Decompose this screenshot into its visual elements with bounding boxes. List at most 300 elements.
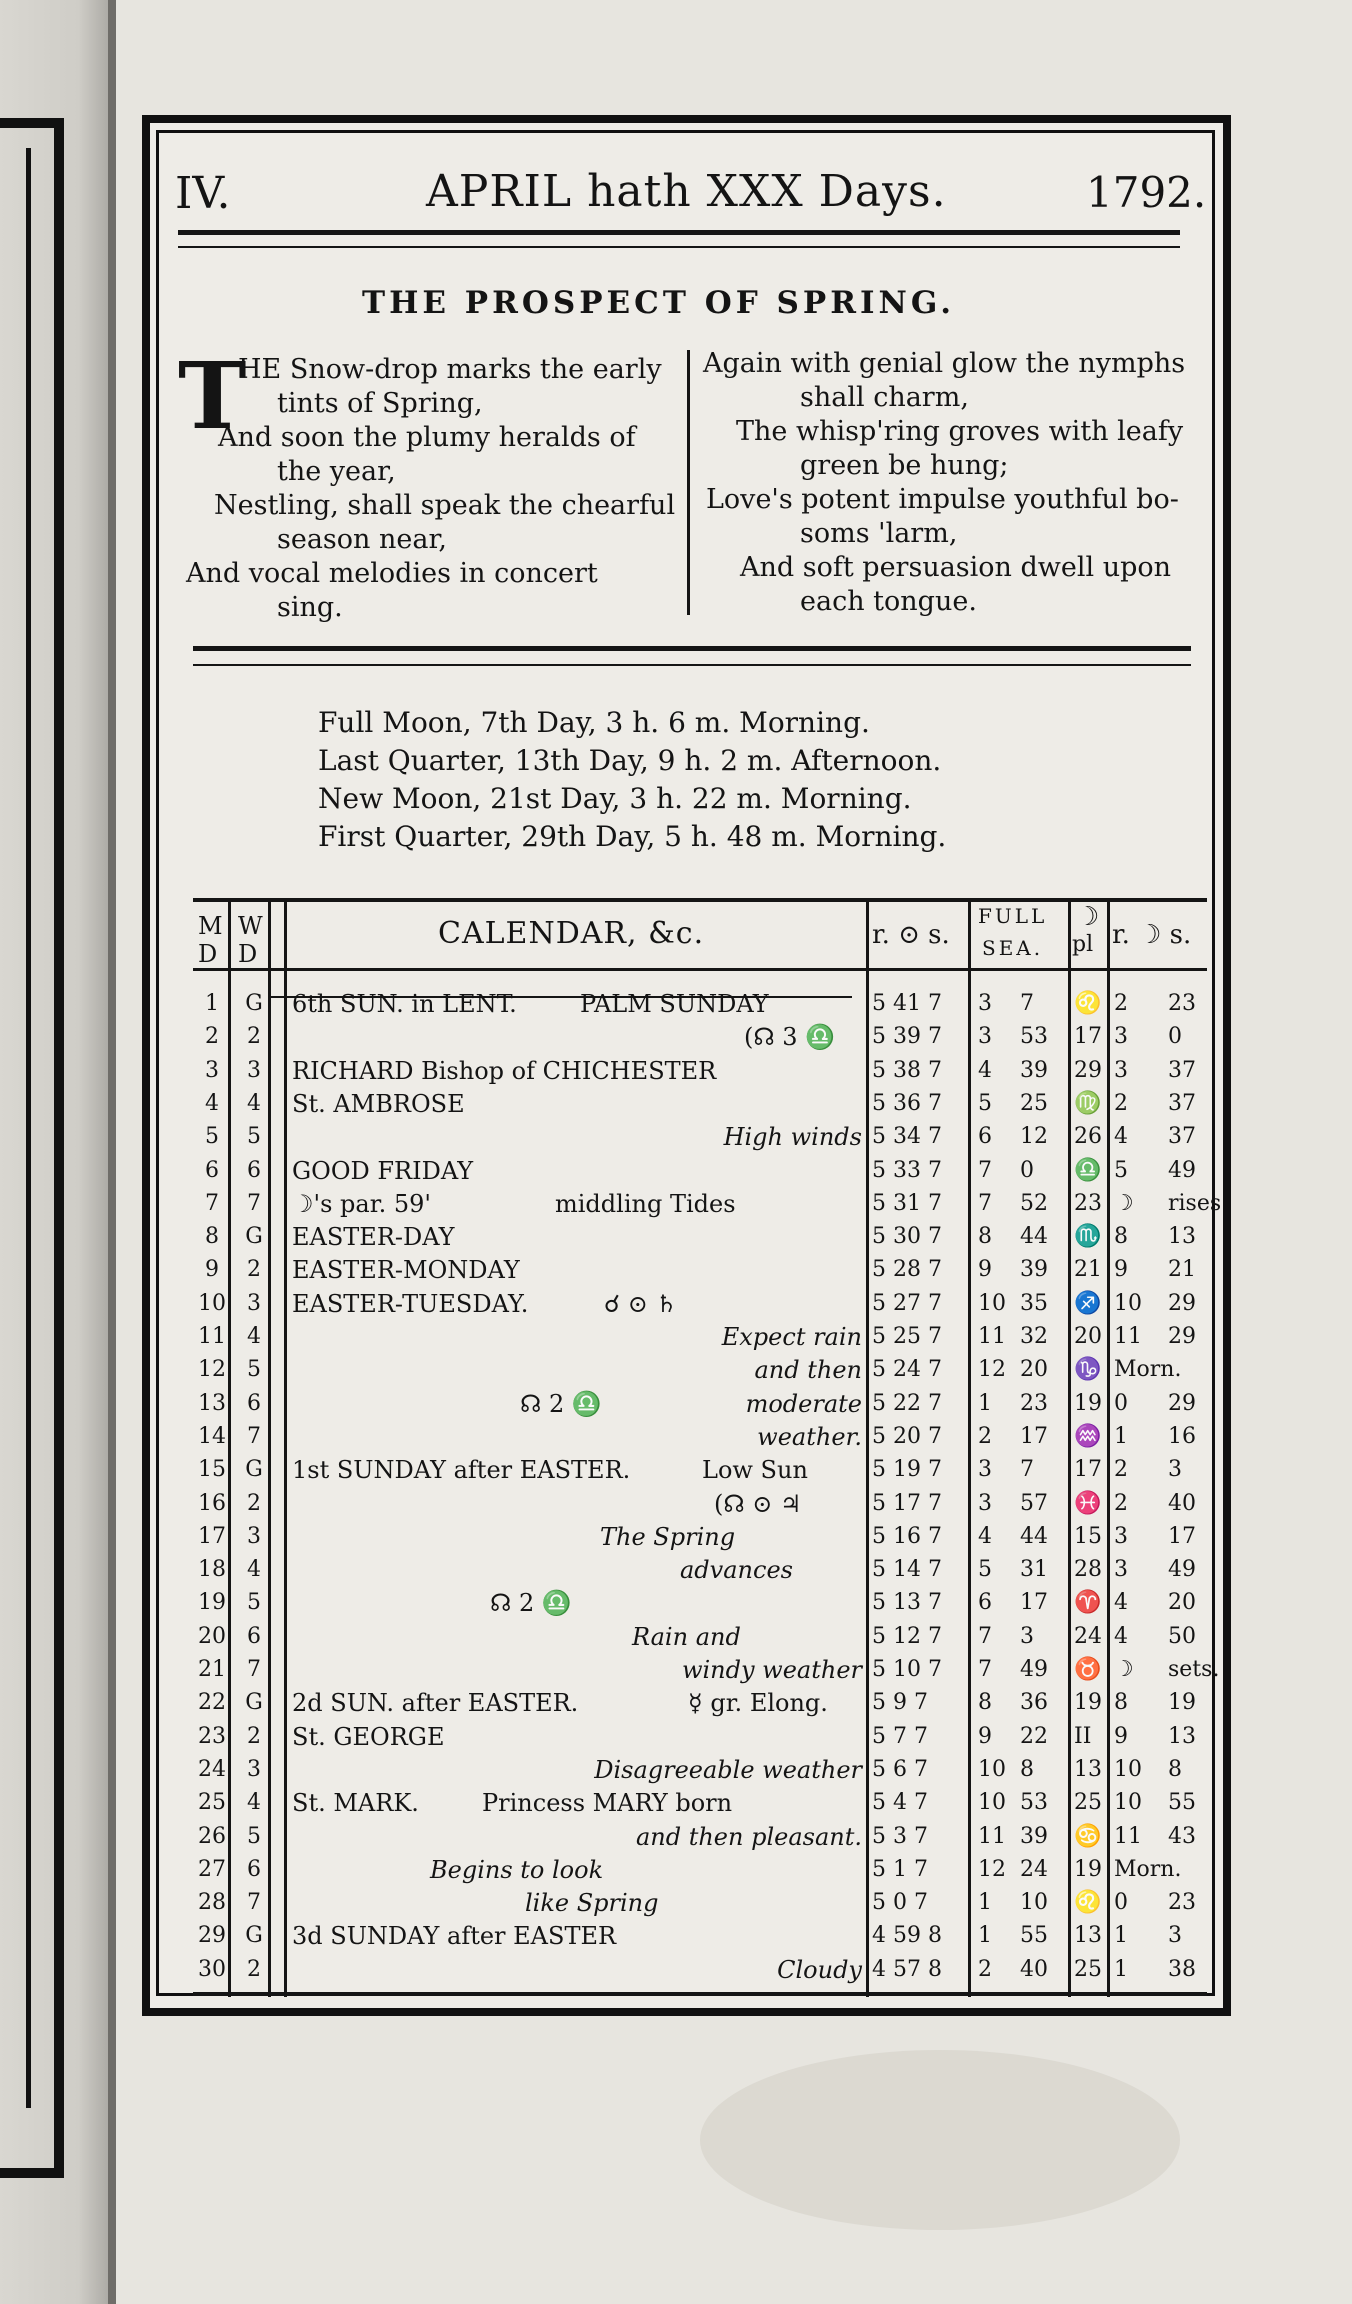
row-full-sea-minute: 53	[1020, 1790, 1048, 1816]
poem-left-line: sing.	[277, 592, 343, 623]
row-moon-rise-set-minute: 29	[1168, 1324, 1196, 1349]
row-moon-place: 28	[1074, 1557, 1102, 1583]
row-moon-rise-set: 2	[1114, 1457, 1128, 1483]
calendar-event: Low Sun	[702, 1456, 808, 1485]
poem-left-line: the year,	[277, 456, 396, 487]
row-full-sea-hour: 3	[978, 991, 992, 1016]
row-month-day: 29	[198, 1923, 226, 1949]
row-full-sea-hour: 6	[978, 1590, 992, 1616]
row-moon-rise-set: 3	[1114, 1557, 1128, 1583]
row-moon-rise-set-minute: 8	[1168, 1756, 1182, 1782]
row-week-day: 7	[247, 1190, 261, 1216]
row-moon-rise-set: Morn.	[1114, 1856, 1182, 1882]
row-moon-rise-set-minute: 13	[1168, 1723, 1196, 1749]
row-sun-rise-set: 5 3 7	[872, 1823, 928, 1849]
row-moon-place: ♒	[1074, 1423, 1102, 1449]
row-moon-rise-set-minute: 37	[1168, 1057, 1196, 1083]
header-sun: r. ⊙ s.	[872, 920, 950, 950]
row-month-day: 5	[205, 1124, 219, 1150]
row-week-day: 2	[247, 1956, 261, 1982]
poem-right-line: The whisp'ring groves with leafy	[736, 416, 1184, 447]
table-header-rule	[193, 968, 1207, 971]
row-full-sea-minute: 39	[1020, 1257, 1048, 1283]
row-full-sea-minute: 31	[1020, 1557, 1048, 1583]
row-full-sea-minute: 44	[1020, 1224, 1048, 1250]
calendar-event: 3d SUNDAY after EASTER	[292, 1922, 617, 1951]
calendar-event: ☌ ⊙ ♄	[604, 1289, 677, 1318]
row-week-day: 6	[247, 1856, 261, 1882]
row-sun-rise-set: 5 17 7	[872, 1490, 942, 1516]
row-moon-rise-set: 1	[1114, 1423, 1128, 1449]
col-divider-wd	[268, 902, 271, 1997]
row-moon-rise-set: 10	[1114, 1756, 1142, 1782]
calendar-event: 1st SUNDAY after EASTER.	[292, 1456, 631, 1485]
col-divider-moon-pl	[1068, 902, 1071, 1997]
row-moon-rise-set-minute: 3	[1168, 1923, 1182, 1949]
row-full-sea-minute: 36	[1020, 1690, 1048, 1716]
row-sun-rise-set: 5 6 7	[872, 1756, 928, 1782]
col-divider-md	[228, 902, 231, 1997]
calendar-event: High winds	[723, 1123, 862, 1152]
header-moon-pl-top: ☽	[1076, 902, 1100, 932]
row-moon-place: 26	[1074, 1124, 1102, 1150]
row-moon-place: 17	[1074, 1024, 1102, 1050]
row-sun-rise-set: 5 16 7	[872, 1523, 942, 1549]
row-moon-place: ♑	[1074, 1357, 1102, 1383]
row-moon-place: 24	[1074, 1623, 1102, 1649]
row-full-sea-hour: 8	[978, 1690, 992, 1716]
row-moon-rise-set-minute: 20	[1168, 1590, 1196, 1616]
row-month-day: 18	[198, 1557, 226, 1583]
calendar-event: EASTER-DAY	[292, 1223, 455, 1252]
row-moon-place: ♋	[1074, 1823, 1102, 1849]
row-moon-rise-set: ☽	[1114, 1657, 1134, 1682]
row-moon-rise-set: 1	[1114, 1923, 1128, 1949]
row-full-sea-minute: 44	[1020, 1523, 1048, 1549]
moon-phase-full: Full Moon, 7th Day, 3 h. 6 m. Morning.	[318, 706, 870, 739]
row-full-sea-minute: 22	[1020, 1723, 1048, 1749]
row-full-sea-hour: 8	[978, 1224, 992, 1250]
row-month-day: 25	[198, 1790, 226, 1816]
row-sun-rise-set: 5 0 7	[872, 1890, 928, 1916]
calendar-event: Expect rain	[721, 1323, 862, 1351]
row-moon-place: ♈	[1074, 1590, 1102, 1616]
row-full-sea-hour: 5	[978, 1090, 992, 1116]
row-moon-rise-set-minute: 21	[1168, 1257, 1196, 1283]
row-month-day: 16	[198, 1490, 226, 1516]
row-sun-rise-set: 5 28 7	[872, 1257, 942, 1283]
row-moon-rise-set-minute: 23	[1168, 1890, 1196, 1916]
row-full-sea-hour: 9	[978, 1723, 992, 1749]
row-week-day: 3	[247, 1523, 261, 1549]
row-sun-rise-set: 5 30 7	[872, 1224, 942, 1250]
row-sun-rise-set: 5 25 7	[872, 1324, 942, 1349]
row-sun-rise-set: 5 41 7	[872, 991, 942, 1016]
calendar-event: GOOD FRIDAY	[292, 1156, 474, 1185]
row-month-day: 7	[205, 1190, 219, 1216]
row-month-day: 14	[198, 1423, 226, 1449]
row-moon-rise-set-minute: 29	[1168, 1390, 1196, 1416]
row-moon-rise-set-minute: 49	[1168, 1557, 1196, 1583]
row-moon-rise-set: 8	[1114, 1690, 1128, 1716]
calendar-event: and then	[754, 1356, 862, 1385]
row-full-sea-minute: 40	[1020, 1956, 1048, 1982]
row-month-day: 3	[205, 1057, 219, 1083]
calendar-event: PALM SUNDAY	[580, 990, 769, 1018]
row-moon-place: ♓	[1074, 1490, 1102, 1516]
poem-bottom-rule-thin	[193, 664, 1191, 666]
row-full-sea-hour: 10	[978, 1290, 1006, 1316]
row-full-sea-hour: 3	[978, 1024, 992, 1050]
row-moon-rise-set-minute: 3	[1168, 1457, 1182, 1483]
row-moon-place: 19	[1074, 1390, 1102, 1416]
poem-left-line: And soon the plumy heralds of	[218, 422, 636, 453]
row-moon-place: 15	[1074, 1523, 1102, 1549]
row-moon-rise-set-minute: 49	[1168, 1157, 1196, 1183]
row-sun-rise-set: 4 59 8	[872, 1923, 942, 1949]
calendar-event: middling Tides	[555, 1189, 736, 1218]
row-moon-rise-set: 4	[1114, 1590, 1128, 1616]
drop-cap: T	[178, 342, 247, 450]
row-week-day: 7	[247, 1423, 261, 1449]
row-moon-rise-set-minute: 16	[1168, 1423, 1196, 1449]
row-week-day: G	[245, 991, 263, 1016]
row-full-sea-hour: 5	[978, 1557, 992, 1583]
header-wd-top: W	[238, 912, 263, 940]
row-month-day: 15	[198, 1457, 226, 1483]
row-full-sea-minute: 17	[1020, 1590, 1048, 1616]
row-month-day: 30	[198, 1956, 226, 1982]
calendar-event: Begins to look	[430, 1855, 604, 1884]
row-moon-rise-set: 5	[1114, 1157, 1128, 1183]
row-sun-rise-set: 5 38 7	[872, 1057, 942, 1083]
row-full-sea-hour: 10	[978, 1756, 1006, 1782]
calendar-event: like Spring	[525, 1889, 659, 1918]
row-full-sea-hour: 2	[978, 1956, 992, 1982]
row-month-day: 17	[198, 1523, 226, 1549]
row-week-day: 4	[247, 1790, 261, 1816]
row-full-sea-minute: 49	[1020, 1657, 1048, 1682]
row-moon-place: 19	[1074, 1690, 1102, 1716]
row-full-sea-hour: 12	[978, 1856, 1006, 1882]
calendar-event: 2d SUN. after EASTER.	[292, 1689, 579, 1718]
row-full-sea-minute: 7	[1020, 1457, 1034, 1483]
row-sun-rise-set: 5 19 7	[872, 1457, 942, 1483]
row-moon-rise-set-minute: 23	[1168, 991, 1196, 1016]
calendar-event: St. GEORGE	[292, 1722, 445, 1751]
row-month-day: 12	[198, 1357, 226, 1383]
calendar-event: Disagreeable weather	[594, 1755, 862, 1784]
row-full-sea-hour: 9	[978, 1257, 992, 1283]
row-week-day: G	[245, 1224, 263, 1250]
row-full-sea-hour: 1	[978, 1923, 992, 1949]
row-month-day: 19	[198, 1590, 226, 1616]
row-sun-rise-set: 5 12 7	[872, 1623, 942, 1649]
row-month-day: 2	[205, 1024, 219, 1050]
row-week-day: 4	[247, 1324, 261, 1349]
row-sun-rise-set: 5 14 7	[872, 1557, 942, 1583]
row-sun-rise-set: 5 10 7	[872, 1657, 942, 1682]
row-month-day: 10	[198, 1290, 226, 1316]
header-md-top: M	[198, 912, 223, 940]
row-moon-rise-set: 3	[1114, 1057, 1128, 1083]
row-moon-place: 20	[1074, 1324, 1102, 1349]
row-moon-rise-set-minute: 29	[1168, 1290, 1196, 1316]
row-week-day: G	[245, 1457, 263, 1483]
row-moon-rise-set-minute: 40	[1168, 1490, 1196, 1516]
row-week-day: 2	[247, 1490, 261, 1516]
row-full-sea-hour: 1	[978, 1890, 992, 1916]
poem-right-line: Love's potent impulse youthful bo-	[706, 484, 1179, 515]
row-week-day: 6	[247, 1157, 261, 1183]
row-moon-rise-set: 3	[1114, 1523, 1128, 1549]
row-week-day: 7	[247, 1657, 261, 1682]
calendar-event: Cloudy	[777, 1955, 862, 1984]
row-full-sea-minute: 25	[1020, 1090, 1048, 1116]
calendar-event: moderate	[745, 1389, 862, 1418]
row-moon-place: 21	[1074, 1257, 1102, 1283]
row-full-sea-hour: 4	[978, 1523, 992, 1549]
month-numeral: IV.	[175, 168, 231, 219]
calendar-event: St. AMBROSE	[292, 1089, 465, 1118]
row-moon-place: ♌	[1074, 991, 1102, 1016]
poem-bottom-rule	[193, 646, 1191, 651]
row-sun-rise-set: 5 33 7	[872, 1157, 942, 1183]
moon-phase-new: New Moon, 21st Day, 3 h. 22 m. Morning.	[318, 782, 912, 815]
row-moon-rise-set: 2	[1114, 991, 1128, 1016]
page-gutter	[108, 0, 116, 2304]
row-moon-rise-set-minute: 17	[1168, 1523, 1196, 1549]
row-month-day: 9	[205, 1257, 219, 1283]
poem-left-line: season near,	[277, 524, 448, 555]
row-moon-place: 17	[1074, 1457, 1102, 1483]
row-full-sea-minute: 52	[1020, 1190, 1048, 1216]
row-moon-rise-set: 0	[1114, 1890, 1128, 1916]
row-moon-rise-set: 11	[1114, 1324, 1142, 1349]
row-moon-place: 19	[1074, 1856, 1102, 1882]
row-full-sea-minute: 35	[1020, 1290, 1048, 1316]
row-moon-rise-set: 2	[1114, 1490, 1128, 1516]
row-week-day: 4	[247, 1090, 261, 1116]
calendar-event: (☊ 3 ♎	[744, 1023, 836, 1052]
row-moon-rise-set: 9	[1114, 1723, 1128, 1749]
row-sun-rise-set: 5 7 7	[872, 1723, 928, 1749]
row-moon-rise-set-minute: rises	[1168, 1190, 1222, 1216]
previous-page-inner-border	[0, 148, 31, 2108]
row-moon-rise-set-minute: 55	[1168, 1790, 1196, 1816]
row-full-sea-hour: 7	[978, 1157, 992, 1183]
row-full-sea-hour: 12	[978, 1357, 1006, 1383]
row-week-day: G	[245, 1690, 263, 1716]
row-full-sea-hour: 3	[978, 1490, 992, 1516]
poem-right-line: green be hung;	[800, 450, 1009, 481]
calendar-event: ☊ 2 ♎	[490, 1589, 572, 1618]
row-moon-place: 25	[1074, 1790, 1102, 1816]
row-sun-rise-set: 5 39 7	[872, 1024, 942, 1050]
row-moon-place: 29	[1074, 1057, 1102, 1083]
month-title: APRIL hath XXX Days.	[426, 166, 947, 217]
row-moon-place: ♌	[1074, 1890, 1102, 1916]
header-sea-top: FULL	[978, 904, 1048, 928]
row-moon-place: ♉	[1074, 1657, 1102, 1682]
calendar-event: ☿ gr. Elong.	[688, 1689, 828, 1718]
row-moon-rise-set-minute: 38	[1168, 1956, 1196, 1982]
row-month-day: 6	[205, 1157, 219, 1183]
row-moon-rise-set: 3	[1114, 1024, 1128, 1050]
col-divider-moon-rs	[1107, 902, 1110, 1997]
row-month-day: 21	[198, 1657, 226, 1682]
row-moon-rise-set: Morn.	[1114, 1357, 1182, 1383]
col-divider-sun	[866, 902, 869, 1997]
row-month-day: 28	[198, 1890, 226, 1916]
row-week-day: 6	[247, 1390, 261, 1416]
header-moon-rs: r. ☽ s.	[1112, 920, 1192, 950]
row-week-day: 2	[247, 1723, 261, 1749]
row-moon-rise-set: 4	[1114, 1124, 1128, 1150]
poem-right-line: each tongue.	[800, 586, 977, 617]
row-sun-rise-set: 5 31 7	[872, 1190, 942, 1216]
row-moon-rise-set: 4	[1114, 1623, 1128, 1649]
row-week-day: 6	[247, 1623, 261, 1649]
col-divider-sea	[968, 902, 971, 1997]
header-wd-bottom: D	[238, 940, 258, 968]
poem-right-line: shall charm,	[800, 382, 969, 413]
row-month-day: 27	[198, 1856, 226, 1882]
poem-left-line: HE Snow-drop marks the early	[238, 354, 662, 385]
row-full-sea-minute: 57	[1020, 1490, 1048, 1516]
row-week-day: 3	[247, 1756, 261, 1782]
row-moon-place: 23	[1074, 1190, 1102, 1216]
row-moon-rise-set: 8	[1114, 1224, 1128, 1250]
row-moon-rise-set-minute: 13	[1168, 1224, 1196, 1250]
row-full-sea-minute: 20	[1020, 1357, 1048, 1383]
row-full-sea-hour: 7	[978, 1623, 992, 1649]
row-full-sea-hour: 1	[978, 1390, 992, 1416]
row-full-sea-minute: 55	[1020, 1923, 1048, 1949]
row-moon-rise-set: 9	[1114, 1257, 1128, 1283]
poem-left-line: Nestling, shall speak the chearful	[214, 490, 676, 521]
row-moon-rise-set: 0	[1114, 1390, 1128, 1416]
row-moon-rise-set-minute: sets.	[1168, 1657, 1220, 1682]
row-full-sea-hour: 11	[978, 1823, 1006, 1849]
calendar-event: 6th SUN. in LENT.	[292, 990, 517, 1018]
calendar-event: St. MARK.	[292, 1789, 419, 1818]
moon-phase-last-quarter: Last Quarter, 13th Day, 9 h. 2 m. Afternoon.	[318, 744, 942, 777]
calendar-event: ☊ 2 ♎	[520, 1389, 602, 1418]
row-week-day: 3	[247, 1057, 261, 1083]
row-month-day: 26	[198, 1823, 226, 1849]
row-sun-rise-set: 5 9 7	[872, 1690, 928, 1716]
row-sun-rise-set: 5 4 7	[872, 1790, 928, 1816]
poem-right-line: And soft persuasion dwell upon	[740, 552, 1172, 583]
calendar-event: Princess MARY born	[482, 1789, 733, 1818]
header-calendar: CALENDAR, &c.	[438, 916, 705, 951]
row-full-sea-minute: 7	[1020, 991, 1034, 1016]
row-sun-rise-set: 5 34 7	[872, 1124, 942, 1150]
row-moon-place: ♏	[1074, 1224, 1102, 1250]
col-divider-calendar	[284, 902, 287, 1997]
row-moon-place: ♐	[1074, 1290, 1102, 1316]
header-moon-pl-bottom: pl	[1072, 932, 1094, 957]
row-full-sea-minute: 23	[1020, 1390, 1048, 1416]
row-sun-rise-set: 5 13 7	[872, 1590, 942, 1616]
row-sun-rise-set: 4 57 8	[872, 1956, 942, 1982]
calendar-event: weather.	[757, 1422, 862, 1451]
row-sun-rise-set: 5 24 7	[872, 1357, 942, 1383]
row-full-sea-minute: 24	[1020, 1856, 1048, 1882]
row-month-day: 13	[198, 1390, 226, 1416]
row-moon-rise-set-minute: 37	[1168, 1090, 1196, 1116]
row-full-sea-minute: 8	[1020, 1756, 1034, 1782]
row-month-day: 20	[198, 1623, 226, 1649]
row-sun-rise-set: 5 36 7	[872, 1090, 942, 1116]
row-full-sea-minute: 0	[1020, 1157, 1034, 1183]
row-full-sea-hour: 11	[978, 1324, 1006, 1349]
row-moon-rise-set-minute: 43	[1168, 1823, 1196, 1849]
calendar-event: (☊ ⊙ ♃	[714, 1489, 802, 1518]
calendar-event: ☽'s par. 59'	[292, 1189, 431, 1218]
row-week-day: 3	[247, 1290, 261, 1316]
calendar-event: windy weather	[681, 1656, 862, 1684]
row-month-day: 11	[198, 1324, 226, 1349]
row-month-day: 8	[205, 1224, 219, 1250]
row-full-sea-minute: 17	[1020, 1423, 1048, 1449]
row-week-day: 5	[247, 1124, 261, 1150]
row-moon-place: ♍	[1074, 1090, 1102, 1116]
header-rule-thin	[178, 246, 1180, 248]
table-top-rule	[193, 898, 1207, 902]
header-md-bottom: D	[198, 940, 218, 968]
row-full-sea-minute: 39	[1020, 1057, 1048, 1083]
row-moon-rise-set-minute: 37	[1168, 1124, 1196, 1150]
row-moon-rise-set-minute: 0	[1168, 1024, 1182, 1050]
row-month-day: 22	[198, 1690, 226, 1716]
row-sun-rise-set: 5 27 7	[872, 1290, 942, 1316]
row-sun-rise-set: 5 20 7	[872, 1423, 942, 1449]
row-full-sea-hour: 2	[978, 1423, 992, 1449]
poem-title: THE PROSPECT OF SPRING.	[362, 285, 955, 321]
calendar-event: RICHARD Bishop of CHICHESTER	[292, 1056, 717, 1085]
row-week-day: 5	[247, 1823, 261, 1849]
moon-phase-first-quarter: First Quarter, 29th Day, 5 h. 48 m. Morning.	[318, 820, 947, 853]
row-month-day: 24	[198, 1756, 226, 1782]
header-sea-bottom: SEA.	[982, 936, 1044, 960]
row-sun-rise-set: 5 1 7	[872, 1856, 928, 1882]
row-full-sea-minute: 53	[1020, 1024, 1048, 1050]
row-moon-rise-set: 1	[1114, 1956, 1128, 1982]
row-moon-rise-set: 10	[1114, 1790, 1142, 1816]
row-moon-rise-set: 11	[1114, 1823, 1142, 1849]
calendar-event: EASTER-MONDAY	[292, 1256, 520, 1285]
row-week-day: 4	[247, 1557, 261, 1583]
calendar-event: Rain and	[632, 1622, 741, 1651]
poem-column-divider	[687, 350, 690, 615]
calendar-event: EASTER-TUESDAY.	[292, 1289, 529, 1318]
row-full-sea-minute: 10	[1020, 1890, 1048, 1916]
row-full-sea-minute: 32	[1020, 1324, 1048, 1349]
poem-right-line: Again with genial glow the nymphs	[703, 348, 1186, 379]
row-moon-rise-set: 10	[1114, 1290, 1142, 1316]
row-full-sea-minute: 3	[1020, 1623, 1034, 1649]
row-moon-place: ♎	[1074, 1157, 1102, 1183]
row-moon-rise-set: 2	[1114, 1090, 1128, 1116]
row-week-day: 5	[247, 1590, 261, 1616]
row-moon-place: 13	[1074, 1923, 1102, 1949]
table-bottom-rule	[193, 1992, 1207, 1996]
row-full-sea-hour: 3	[978, 1457, 992, 1483]
row-moon-rise-set: ☽	[1114, 1190, 1134, 1216]
poem-left-line: And vocal melodies in concert	[186, 558, 598, 589]
